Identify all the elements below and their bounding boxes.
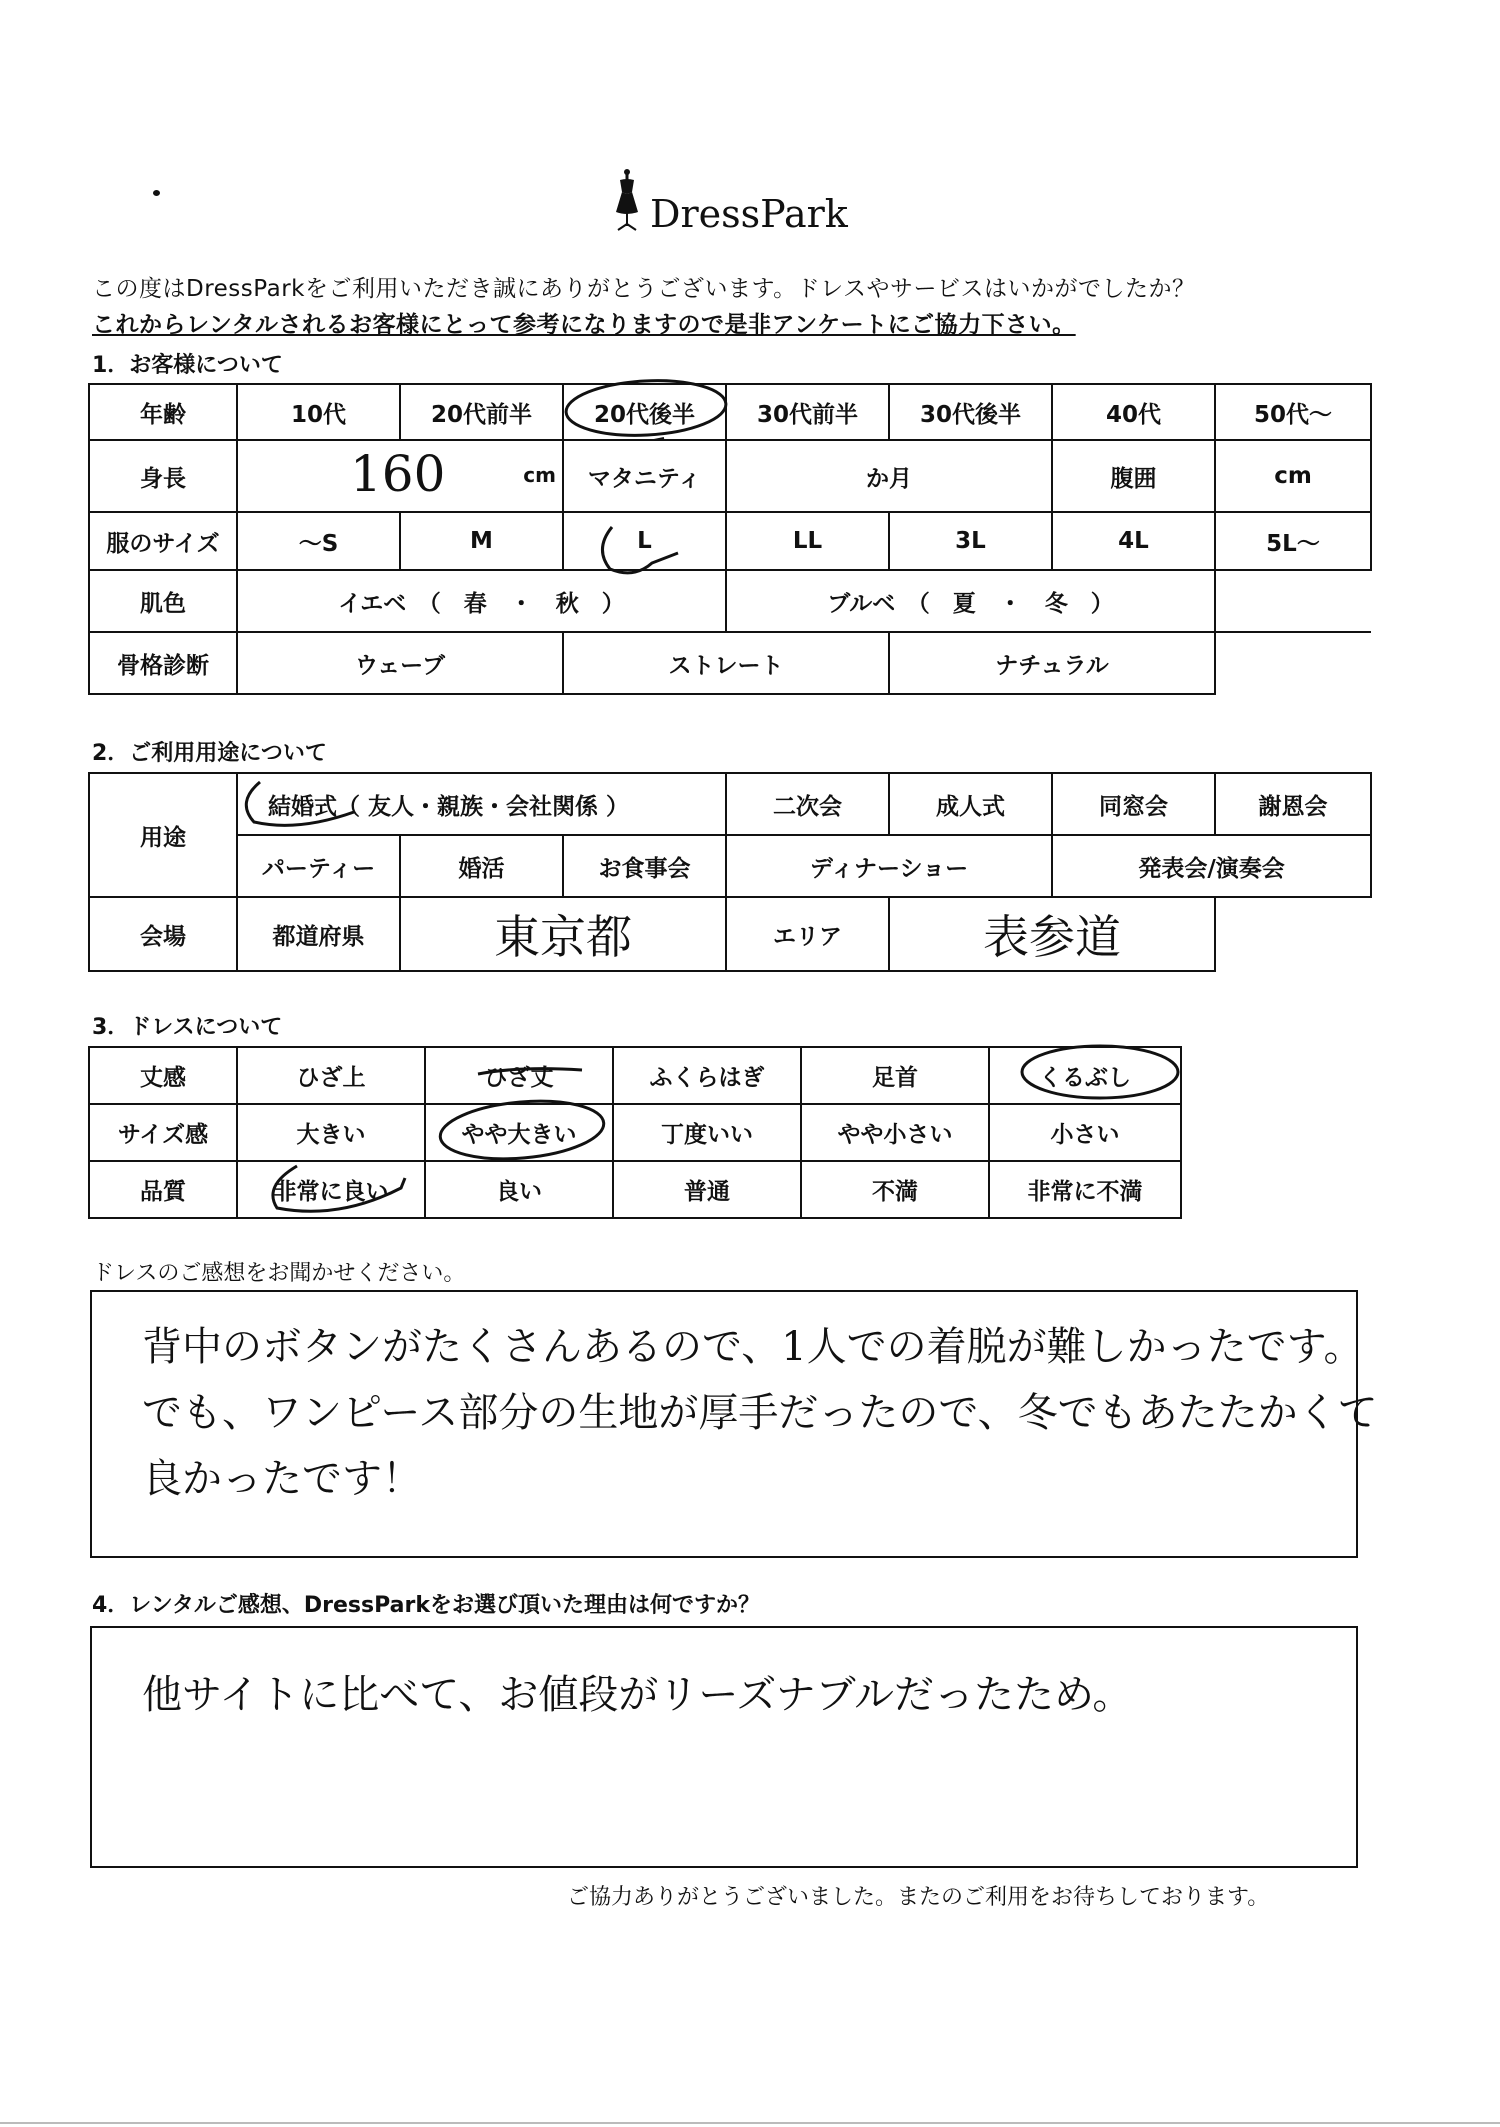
- wedding-label: 結婚式: [268, 793, 337, 820]
- intro-text: この度はDressParkをご利用いただき誠にありがとうございます。ドレスやサービスはいかがでしたか？: [92, 276, 1196, 302]
- quality-option[interactable]: 不満: [801, 1161, 989, 1218]
- size-option[interactable]: 5L～: [1215, 512, 1371, 570]
- area-value-cell[interactable]: [889, 897, 1215, 971]
- purpose-option[interactable]: 成人式: [889, 773, 1052, 835]
- size-option[interactable]: 3L: [889, 512, 1052, 570]
- fit-label: サイズ感: [89, 1104, 237, 1161]
- selection-circle-size: [590, 515, 690, 585]
- length-option[interactable]: ひざ丈: [425, 1047, 613, 1104]
- age-option[interactable]: 20代前半: [400, 384, 563, 440]
- quality-option[interactable]: 非常に不満: [989, 1161, 1181, 1218]
- intro-request-text: これからレンタルされるお客様にとって参考になりますので是非アンケートにご協力下さい。: [92, 312, 1076, 338]
- prefecture-value-cell[interactable]: [400, 897, 726, 971]
- prefecture-value: 東京都: [494, 910, 632, 964]
- fit-option-selected[interactable]: やや大きい: [425, 1104, 613, 1161]
- purpose-option[interactable]: 謝恩会: [1215, 773, 1371, 835]
- size-option[interactable]: 4L: [1052, 512, 1215, 570]
- purpose-option[interactable]: 二次会: [726, 773, 889, 835]
- fit-option[interactable]: 大きい: [237, 1104, 425, 1161]
- height-label: 身長: [89, 440, 237, 512]
- purpose-option[interactable]: 同窓会: [1052, 773, 1215, 835]
- reason-answer: 他サイトに比べて、お値段がリーズナブルだったため。: [142, 1672, 1133, 1718]
- reason-answer-box[interactable]: [90, 1626, 1358, 1868]
- skin-yellow-option[interactable]: イエベ （ 春 ・ 秋 ）: [237, 570, 726, 632]
- closing-text: ご協力ありがとうございました。またのご利用をお待ちしております。: [567, 1885, 1270, 1910]
- waist-unit[interactable]: cm: [1215, 440, 1371, 512]
- bone-option[interactable]: ナチュラル: [889, 632, 1215, 694]
- size-option-selected[interactable]: L: [563, 512, 726, 570]
- length-label: 丈感: [89, 1047, 237, 1104]
- size-option[interactable]: M: [400, 512, 563, 570]
- dresspark-logo: [612, 168, 872, 248]
- area-label: エリア: [726, 897, 889, 971]
- venue-label: 会場: [89, 897, 237, 971]
- prefecture-label: 都道府県: [237, 897, 400, 971]
- bone-option[interactable]: ウェーブ: [237, 632, 563, 694]
- fit-option[interactable]: 小さい: [989, 1104, 1181, 1161]
- maternity-label: マタニティ: [563, 440, 726, 512]
- quality-label: 品質: [89, 1161, 237, 1218]
- age-option[interactable]: 10代: [237, 384, 400, 440]
- strike-mark-length: [470, 1046, 590, 1086]
- impression-line: 背中のボタンがたくさんあるので、1人での着脱が難しかったです。: [142, 1324, 1364, 1370]
- age-option-selected[interactable]: 20代後半: [563, 384, 726, 440]
- age-option[interactable]: 50代～: [1215, 384, 1371, 440]
- age-label: 年齢: [89, 384, 237, 440]
- wedding-detail: （ 友人・親族・会社関係 ）: [337, 793, 630, 820]
- bone-label: 骨格診断: [89, 632, 237, 694]
- waist-label: 腹囲: [1052, 440, 1215, 512]
- skin-label: 肌色: [89, 570, 237, 632]
- impression-answer-box[interactable]: [90, 1290, 1378, 1558]
- selection-circle-length: [1012, 1036, 1187, 1106]
- skin-blue-option[interactable]: ブルベ （ 夏 ・ 冬 ）: [726, 570, 1215, 632]
- section1-title: 1．お客様について: [92, 353, 283, 378]
- length-option-selected[interactable]: くるぶし: [989, 1047, 1181, 1104]
- height-cell[interactable]: [237, 440, 563, 512]
- fit-option[interactable]: やや小さい: [801, 1104, 989, 1161]
- scan-dot: [153, 190, 160, 196]
- dress-form-icon: [612, 168, 642, 238]
- purpose-option[interactable]: 発表会/演奏会: [1052, 835, 1371, 897]
- purpose-option[interactable]: パーティー: [237, 835, 400, 897]
- maternity-months[interactable]: か月: [726, 440, 1052, 512]
- height-value: 160: [350, 445, 446, 503]
- impression-prompt: ドレスのご感想をお聞かせください。: [92, 1261, 466, 1286]
- impression-line: でも、ワンピース部分の生地が厚手だったので、冬でもあたたかくて: [142, 1390, 1378, 1436]
- height-unit: cm: [523, 463, 556, 487]
- purpose-option[interactable]: 婚活: [400, 835, 563, 897]
- area-value: 表参道: [983, 910, 1122, 964]
- age-option[interactable]: 40代: [1052, 384, 1215, 440]
- bone-option[interactable]: ストレート: [563, 632, 889, 694]
- impression-line: 良かったです！: [142, 1456, 422, 1502]
- scan-artifact-line: [0, 2122, 1500, 2124]
- size-label: 服のサイズ: [89, 512, 237, 570]
- selection-circle-wedding: [232, 770, 372, 840]
- purpose-option[interactable]: ディナーショー: [726, 835, 1052, 897]
- fit-option[interactable]: 丁度いい: [613, 1104, 801, 1161]
- size-option[interactable]: ～S: [237, 512, 400, 570]
- quality-option[interactable]: 良い: [425, 1161, 613, 1218]
- length-option[interactable]: 足首: [801, 1047, 989, 1104]
- age-option[interactable]: 30代前半: [726, 384, 889, 440]
- section2-title: 2．ご利用用途について: [92, 741, 327, 766]
- selection-circle-quality: [255, 1148, 425, 1228]
- logo-text: DressPark: [650, 192, 848, 236]
- purpose-label: 用途: [89, 773, 237, 897]
- section4-title: 4．レンタルご感想、DressParkをお選び頂いた理由は何ですか？: [92, 1593, 760, 1618]
- size-option[interactable]: LL: [726, 512, 889, 570]
- quality-option[interactable]: 普通: [613, 1161, 801, 1218]
- length-option[interactable]: ひざ上: [237, 1047, 425, 1104]
- selection-circle-age: [560, 370, 740, 450]
- age-option[interactable]: 30代後半: [889, 384, 1052, 440]
- length-option[interactable]: ふくらはぎ: [613, 1047, 801, 1104]
- quality-option-selected[interactable]: 非常に良い: [237, 1161, 425, 1218]
- selection-circle-fit: [432, 1090, 612, 1168]
- purpose-option[interactable]: お食事会: [563, 835, 726, 897]
- section3-title: 3．ドレスについて: [92, 1015, 283, 1040]
